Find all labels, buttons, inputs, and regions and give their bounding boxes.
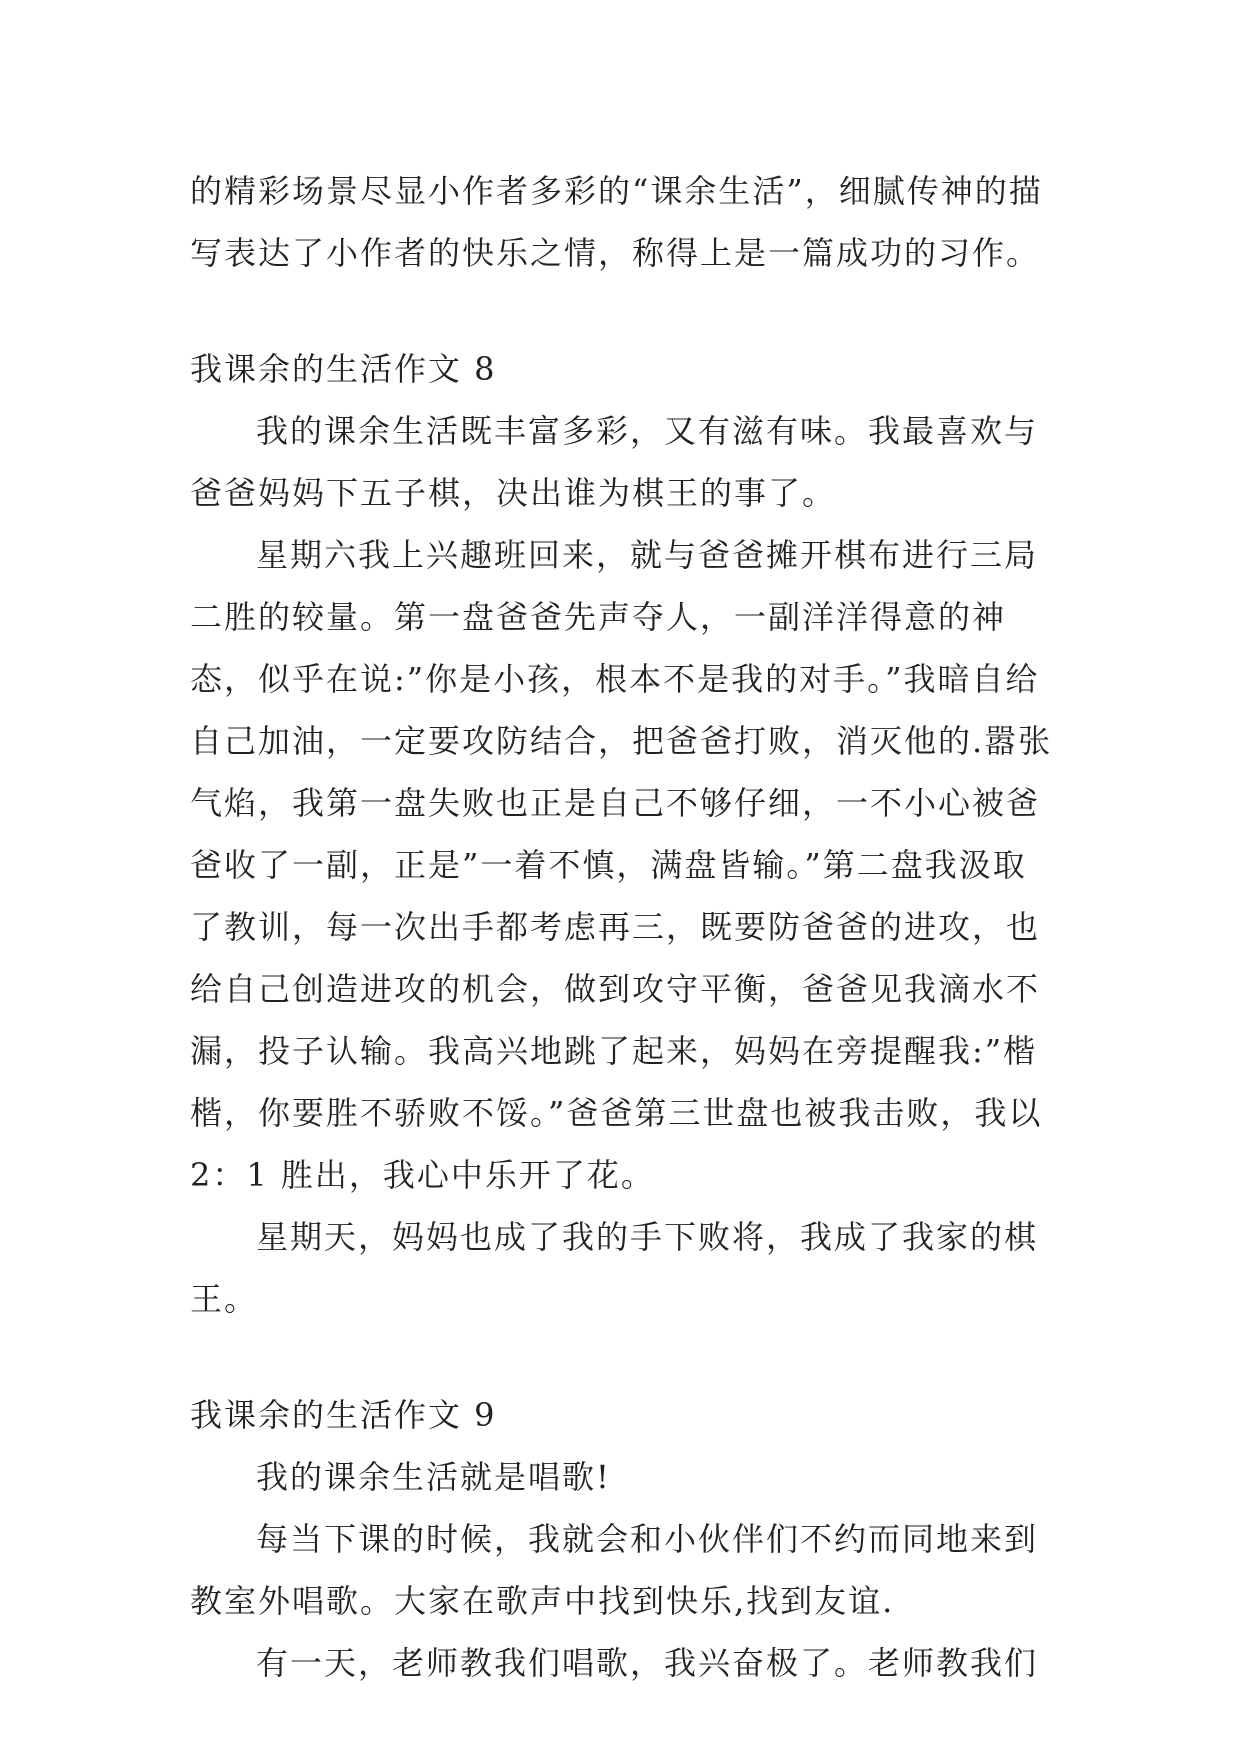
essay-9-title: 我课余的生活作文 9 <box>190 1396 497 1434</box>
intro-paragraph: 的精彩场景尽显小作者多彩的“课余生活”，细腻传神的描写表达了小作者的快乐之情，称得上是一篇成功的习作。 <box>190 172 1043 272</box>
essay-9-paragraph-2: 每当下课的时候，我就会和小伙伴们不约而同地来到教室外唱歌。大家在歌声中找到快乐,找到友谊. <box>190 1520 1039 1620</box>
document-body <box>190 160 1060 1694</box>
essay-8-paragraph-1: 我的课余生活既丰富多彩，又有滋有味。我最喜欢与爸爸妈妈下五子棋，决出谁为棋王的事了。 <box>190 412 1039 512</box>
essay-8-paragraph-2: 星期六我上兴趣班回来，就与爸爸摊开棋布进行三局二胜的较量。第一盘爸爸先声夺人，一副洋洋得意的神态，似乎在说:”你是小孩，根本不是我的对手。”我暗自给自己加油，一定要攻防结合，把爸爸打败，消灭他的.嚣张气焰，我第一盘失败也正是自己不够仔细，一不小心被爸爸收了一副，正是”一着不慎，满盘皆输。”第二盘我汲取了教训，每一次出手都考虑再三，既要防爸爸的进攻，也给自己创造进攻的机会，做到攻守平衡，爸爸见我滴水不漏，投子认输。我高兴地跳了起来，妈妈在旁提醒我:”楷楷，你要胜不骄败不馁。”爸爸第三世盘也被我击败，我以 2：1 胜出，我心中乐开了花。 <box>190 536 1053 1194</box>
essay-8-title: 我课余的生活作文 8 <box>190 350 497 388</box>
essay-8-paragraph-3: 星期天，妈妈也成了我的手下败将，我成了我家的棋王。 <box>190 1218 1039 1318</box>
essay-9-paragraph-1: 我的课余生活就是唱歌! <box>256 1458 611 1496</box>
essay-9-paragraph-3: 有一天，老师教我们唱歌，我兴奋极了。老师教我们 <box>256 1644 1039 1682</box>
